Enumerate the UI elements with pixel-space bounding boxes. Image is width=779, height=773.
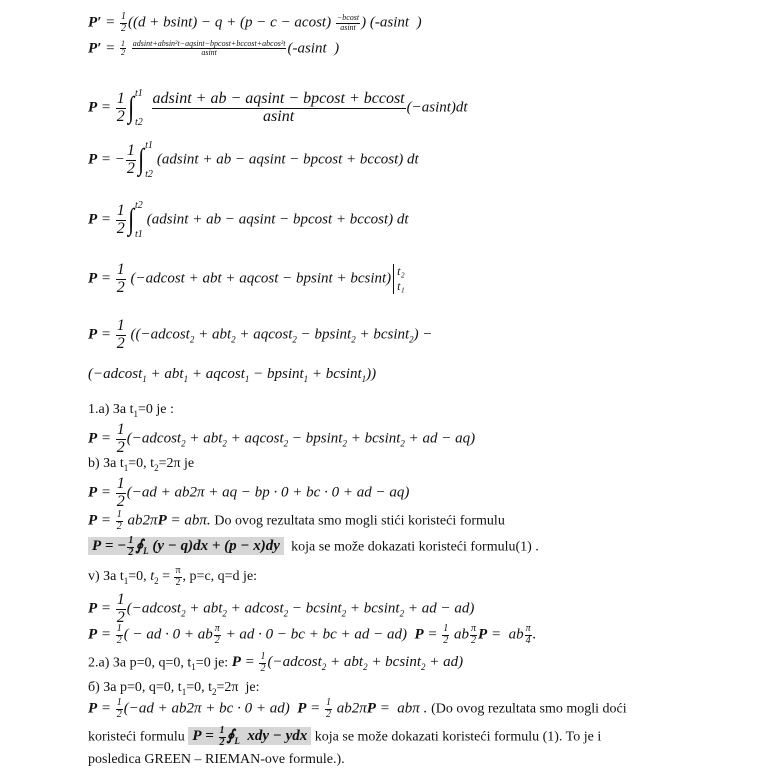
equation-line: P′ = $\frac{1}{2}$ ((d + bsint) − q + (p − c − acost) $\frac{-bcost}{asint}$ ) (-asint ) xyxy=(88,11,422,34)
case-heading: v) За $t_1=0$, $t_2$ = $\frac{\pi}{2}$ , p=c, q=d је: xyxy=(88,565,258,588)
case-heading: 2.а) За p=0, q=0, $t_1=0$ је: P = $\frac{1}{2}$ (−adcost$_2$ + abt$_2$ + bcsint$_2$ + ad) xyxy=(88,651,464,674)
equation-line: P = $\frac{1}{2}$ ∫ t2 t1 (adsint + ab − aqsint − bpcost + bccost) dt xyxy=(88,200,409,240)
equation-line: P′ = $\frac{1}{2}$ $\frac{\text{adsint+absin²t−aqsint−bpcost+bccost+abcos²t}}{asint}$ (-asint ) xyxy=(88,39,340,58)
case-heading: 1.а) За $t_1=0$ је : xyxy=(88,402,174,419)
paragraph-line: posledica GREEN – RIEMAN-ove formule.). xyxy=(88,752,345,767)
equation-line: P = $\frac{1}{2}$ (−adcost$_2$ + abt$_2$ + adcost$_2$ − bcsint$_2$ + bcsint$_2$ + ad − ad) xyxy=(88,591,475,626)
equation-line: P = $\frac{1}{2}$ ((−adcost$_2$ + abt$_2$ + aqcost$_2$ − bpsint$_2$ + bcsint$_2$) − xyxy=(88,317,433,352)
equation-line: P = $\frac{1}{2}$ (−adcost$_2$ + abt$_2$ + aqcost$_2$ − bpsint$_2$ + bcsint$_2$ + ad − aq) xyxy=(88,421,476,456)
equation-line: P = $\frac{1}{2}$ (−ad + ab2π + bc · 0 + ad) P = $\frac{1}{2}$ ab2πP = abπ . (Do ovog rezultata smo mogli doći xyxy=(88,697,627,720)
case-heading: b) За $t_1=0$, $t_2=2\pi$ је xyxy=(88,456,195,473)
case-heading: б) За p=0, q=0, $t_1=0$, $t_2=2\pi$ је: xyxy=(88,680,260,697)
equation-line: P = − $\frac{1}{2}$ ∫ t1 t2 (adsint + ab − aqsint − bpcost + bccost) dt xyxy=(88,140,419,180)
equation-line: P = − $\frac{1}{2}$ $∮_L$ (y − q)dx + (p − x)dy koja se može dokazati koristeći formulu(1) . xyxy=(88,536,539,558)
paragraph-line: koristeći formulu P = $\frac{1}{2}$ $∮_L$ xdy − ydx koja se može dokazati koristeći formulu (1). To je i xyxy=(88,725,602,748)
equation-line: P = $\frac{1}{2}$ (−ad + ab2π + aq − bp · 0 + bc · 0 + ad − aq) xyxy=(88,475,410,510)
equation-line: P = $\frac{1}{2}$ ab2πP = abπ. Do ovog rezultata smo mogli stići koristeći formulu xyxy=(88,509,505,532)
equation-line: (−adcost$_1$ + abt$_1$ + aqcost$_1$ − bpsint$_1$ + bcsint$_1$)) xyxy=(88,366,377,384)
equation-line: P = $\frac{1}{2}$ ( − ad · 0 + ab $\frac{\pi}{2}$ + ad · 0 − bc + bc + ad − ad) P = $\frac{1}{2}$ ab $\frac{\pi}{2}$ P = ab $\frac{\pi}{4}$ . xyxy=(88,623,537,646)
equation-line: P = $\frac{1}{2}$ (−adcost + abt + aqcost − bpsint + bcsint) t₂ t₁ xyxy=(88,261,405,296)
equation-line: P = $\frac{1}{2}$ ∫ t1 t2 $\frac{adsint + ab - aqsint - bpcost + bccost}{asint}$ (−asint)dt xyxy=(88,88,468,128)
